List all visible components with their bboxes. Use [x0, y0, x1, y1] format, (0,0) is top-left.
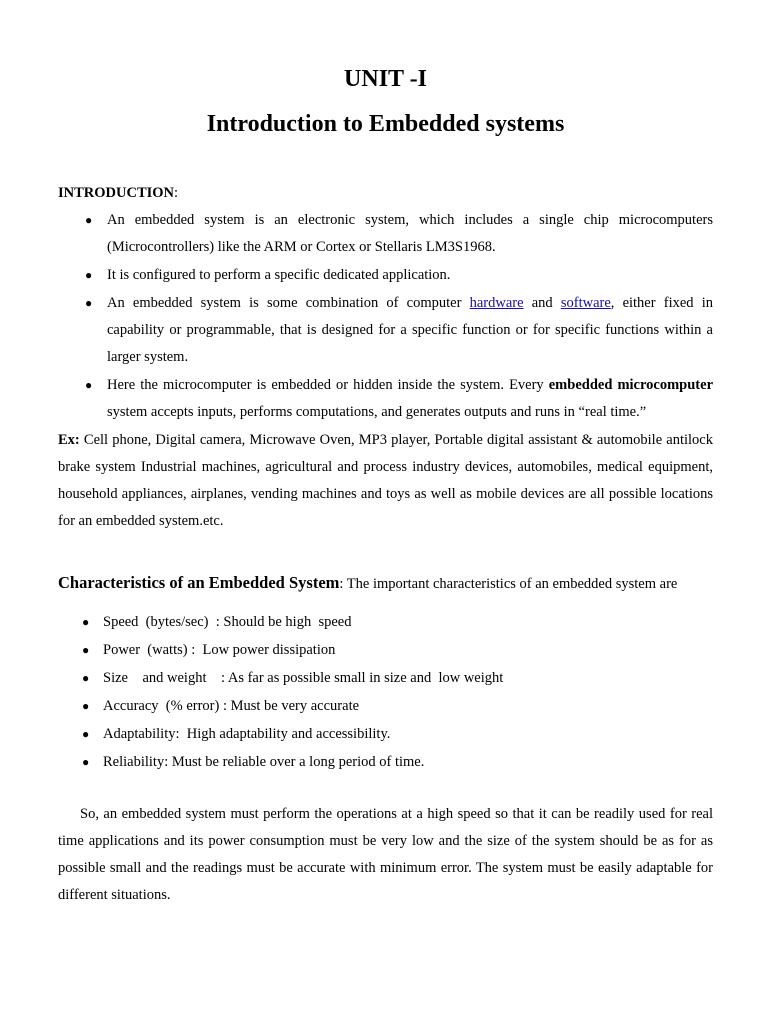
examples-label: Ex: — [58, 432, 80, 448]
characteristic-power: Power (watts) : Low power dissipation — [103, 642, 336, 658]
list-item — [58, 636, 713, 664]
introduction-list — [58, 207, 713, 426]
list-item — [58, 664, 713, 692]
list-item — [58, 748, 713, 776]
bullet-icon: ● — [82, 755, 90, 769]
introduction-heading — [58, 180, 713, 207]
intro-bullet-3-pre: An embedded system is some combination of computer — [107, 295, 470, 311]
characteristic-accuracy: Accuracy (% error) : Must be very accurate — [103, 698, 360, 714]
bullet-icon: ● — [82, 615, 90, 629]
characteristics-heading-rest: : The important characteristics of an embedded system are — [339, 576, 678, 592]
page-title: Introduction to Embedded systems — [206, 111, 565, 137]
intro-bullet-4-post: system accepts inputs, performs computations, and generates outputs and runs in “real time.” — [107, 404, 647, 420]
introduction-heading-label: INTRODUCTION — [58, 185, 175, 201]
list-item — [58, 692, 713, 720]
list-item — [58, 290, 713, 371]
characteristics-heading — [58, 569, 713, 598]
list-item — [58, 262, 713, 289]
intro-bullet-4-bold: embedded microcomputer — [548, 377, 714, 393]
document-page — [58, 62, 713, 909]
bullet-icon: ● — [85, 268, 93, 282]
introduction-heading-colon: : — [174, 185, 179, 201]
bullet-icon: ● — [85, 213, 93, 227]
bullet-icon: ● — [85, 378, 93, 392]
intro-bullet-1-text: An embedded system is an electronic system, which includes a single chip microcomputers (Microcontrollers) like the ARM or Cortex or Stellaris LM3S1968. — [107, 212, 713, 255]
list-item — [58, 372, 713, 426]
characteristic-size: Size and weight : As far as possible small in size and low weight — [103, 670, 504, 686]
intro-bullet-4-pre: Here the microcomputer is embedded or hidden inside the system. Every — [107, 377, 549, 393]
characteristic-reliability: Reliability: Must be reliable over a long period of time. — [103, 754, 425, 770]
bullet-icon: ● — [82, 643, 90, 657]
list-item — [58, 720, 713, 748]
characteristic-speed: Speed (bytes/sec) : Should be high speed — [103, 614, 352, 630]
list-item — [58, 207, 713, 261]
software-link[interactable]: software — [560, 295, 611, 311]
closing-paragraph: So, an embedded system must perform the operations at a high speed so that it can be readily used for real time applications and its power consumption must be very low and the size of the system should be as for as possible small and the readings must be accurate with minimum error. The system must be easily adaptable for different situations. — [58, 806, 713, 903]
intro-bullet-3-post: , either fixed in capability or programmable, that is designed for a specific function or for specific functions within a larger system. — [107, 295, 713, 365]
bullet-icon: ● — [82, 699, 90, 713]
intro-bullet-3-mid: and — [523, 295, 561, 311]
bullet-icon: ● — [85, 296, 93, 310]
examples-paragraph — [58, 427, 713, 535]
characteristic-adaptability: Adaptability: High adaptability and accessibility. — [103, 726, 391, 742]
examples-text: Cell phone, Digital camera, Microwave Oven, MP3 player, Portable digital assistant & automobile antilock brake system Industrial machines, agricultural and process industry devices, automobiles, medical equipment, household appliances, airplanes, vending machines and toys as well as mobile devices are all possible locations for an embedded system.etc. — [58, 432, 713, 529]
characteristics-heading-label: Characteristics of an Embedded System — [58, 573, 340, 592]
intro-bullet-2-text: It is configured to perform a specific dedicated application. — [107, 267, 451, 283]
characteristics-list — [58, 608, 713, 776]
unit-title: UNIT -I — [344, 66, 427, 92]
list-item — [58, 608, 713, 636]
bullet-icon: ● — [82, 727, 90, 741]
hardware-link[interactable]: hardware — [469, 295, 524, 311]
bullet-icon: ● — [82, 671, 90, 685]
